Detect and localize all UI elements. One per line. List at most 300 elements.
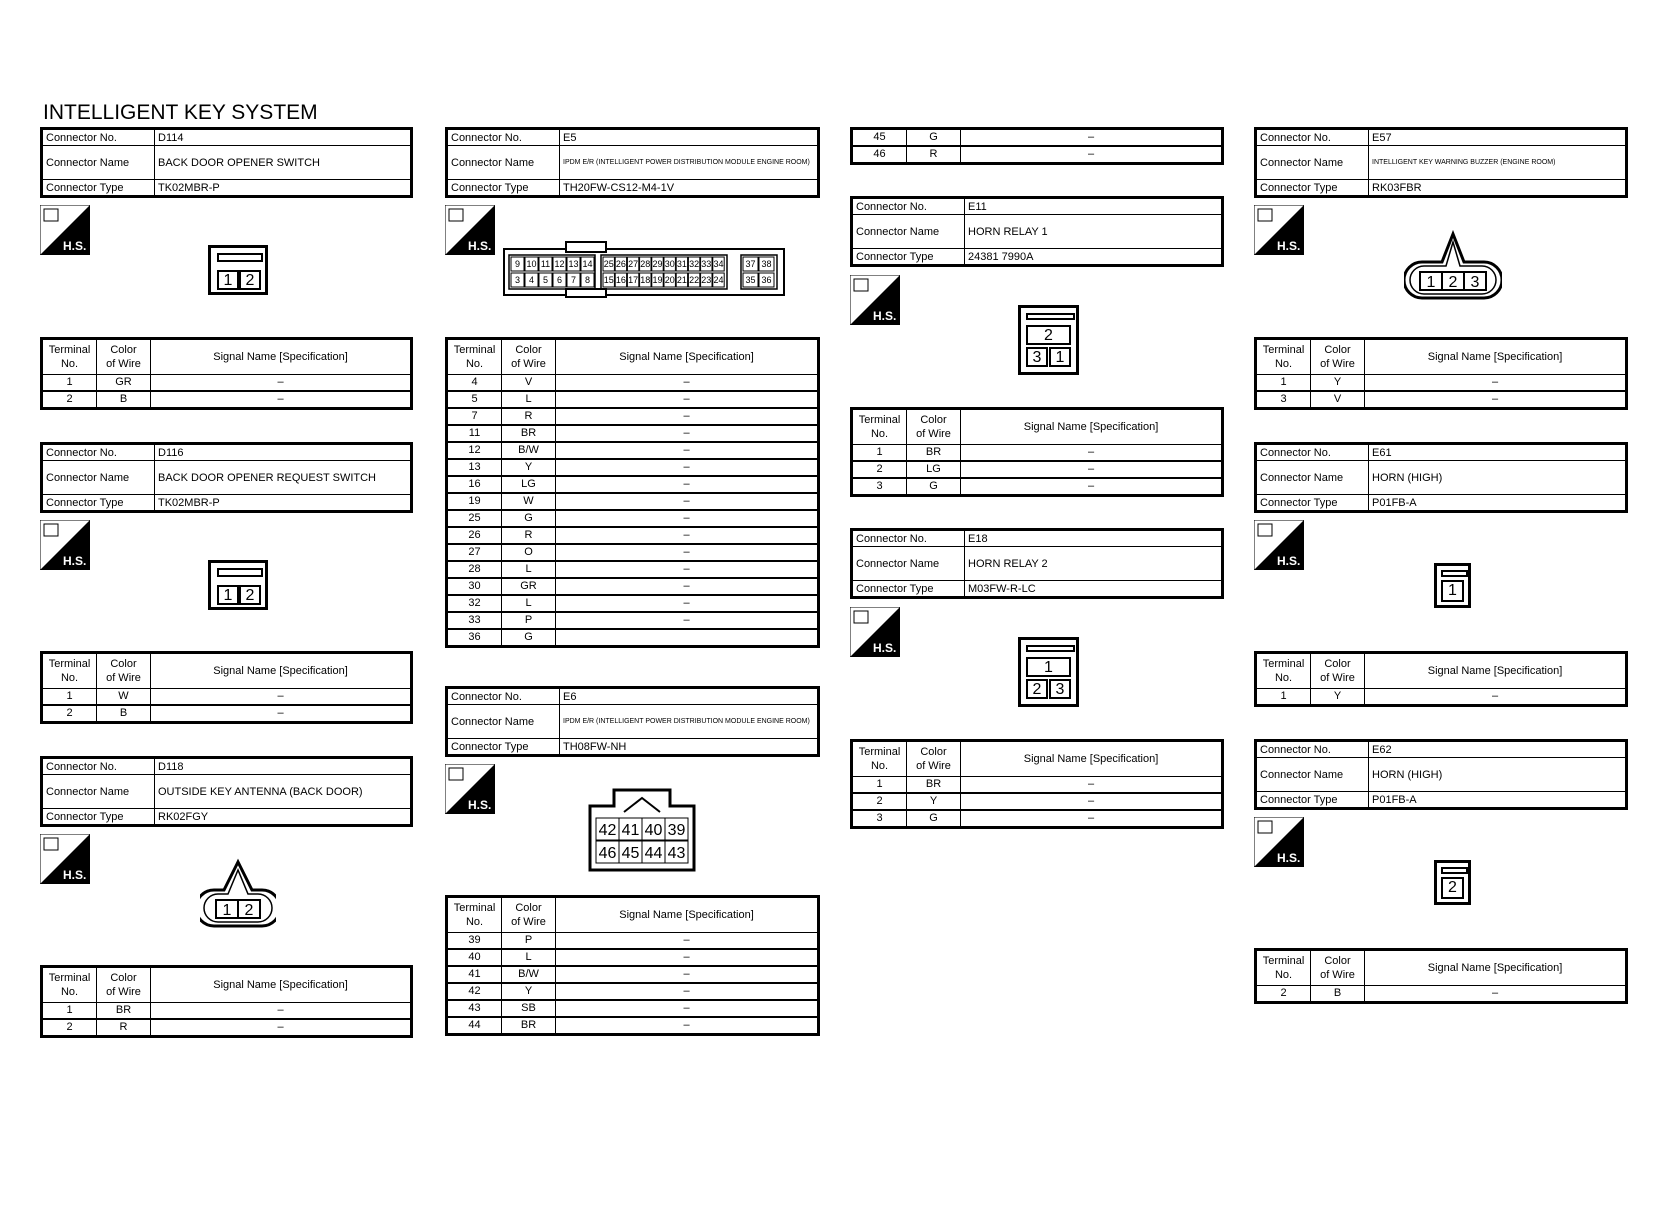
terminal-no: 3 <box>852 478 907 496</box>
label-connector-name: Connector Name <box>852 547 965 581</box>
header-color: Color of Wire <box>1311 950 1365 986</box>
signal-name: – <box>556 459 819 476</box>
terminal-row <box>447 375 819 392</box>
wire-color: R <box>97 1019 151 1037</box>
pin: 39 <box>667 821 686 839</box>
label-connector-no: Connector No. <box>42 758 155 775</box>
header-signal: Signal Name [Specification] <box>556 897 819 933</box>
harness-side-icon <box>40 205 90 255</box>
terminal-table-e5-continued <box>850 127 1224 165</box>
pin: 46 <box>598 844 617 862</box>
label-connector-type: Connector Type <box>852 249 965 266</box>
wire-color: L <box>502 391 556 408</box>
connector-name: IPDM E/R (INTELLIGENT POWER DISTRIBUTION MODULE ENGINE ROOM) <box>560 146 819 180</box>
terminal-no: 32 <box>447 595 502 612</box>
header-terminal: Terminal No. <box>852 741 907 777</box>
pin: 27 <box>628 259 639 270</box>
terminal-no: 46 <box>852 146 907 164</box>
signal-name: – <box>961 793 1223 810</box>
wire-color: Y <box>907 793 961 810</box>
pin: 8 <box>584 275 591 286</box>
terminal-no: 1 <box>1256 375 1311 392</box>
terminal-no: 2 <box>852 461 907 478</box>
pin: 38 <box>761 259 772 270</box>
wire-color: L <box>502 949 556 966</box>
label-connector-name: Connector Name <box>1256 146 1369 180</box>
connector-type: P01FB-A <box>1369 792 1627 809</box>
header-signal: Signal Name [Specification] <box>961 741 1223 777</box>
connector-face-e11 <box>1018 305 1079 375</box>
pin: 2 <box>1441 877 1464 899</box>
signal-name: – <box>151 1019 412 1037</box>
harness-side-icon <box>40 520 90 570</box>
connector-name: HORN RELAY 1 <box>965 215 1223 249</box>
label-connector-name: Connector Name <box>1256 758 1369 792</box>
wire-color: G <box>502 510 556 527</box>
wire-color: R <box>502 408 556 425</box>
label-connector-name: Connector Name <box>852 215 965 249</box>
terminal-no: 19 <box>447 493 502 510</box>
pin: 3 <box>1049 679 1071 699</box>
header-signal: Signal Name [Specification] <box>151 653 412 689</box>
pin: 3 <box>514 275 521 286</box>
terminal-no: 1 <box>42 689 97 706</box>
connector-type: TK02MBR-P <box>155 495 412 512</box>
signal-name: – <box>961 777 1223 794</box>
signal-name: – <box>556 1017 819 1035</box>
pin: 2 <box>1026 325 1071 345</box>
connector-name: INTELLIGENT KEY WARNING BUZZER (ENGINE ROOM) <box>1369 146 1627 180</box>
signal-name: – <box>556 375 819 392</box>
header-signal: Signal Name [Specification] <box>1365 950 1627 986</box>
terminal-no: 13 <box>447 459 502 476</box>
terminal-row <box>447 408 819 425</box>
terminal-table-e61 <box>1254 651 1628 707</box>
terminal-no: 36 <box>447 629 502 647</box>
label-connector-type: Connector Type <box>42 495 155 512</box>
terminal-no: 16 <box>447 476 502 493</box>
signal-name: – <box>961 146 1223 164</box>
pin: 24 <box>713 275 724 286</box>
pin: 3 <box>1470 274 1480 291</box>
pin: 17 <box>628 275 639 286</box>
wire-color: W <box>97 689 151 706</box>
header-color: Color of Wire <box>97 339 151 375</box>
pin: 29 <box>652 259 663 270</box>
pin: 37 <box>745 259 756 270</box>
connector-info-e18 <box>850 528 1224 599</box>
label-connector-type: Connector Type <box>1256 180 1369 197</box>
connector-face-e18 <box>1018 637 1079 707</box>
pin: 1 <box>1026 657 1071 677</box>
pin: 21 <box>676 275 687 286</box>
pin: 40 <box>644 821 663 839</box>
terminal-row <box>447 1000 819 1017</box>
pin: 36 <box>761 275 772 286</box>
connector-no: E11 <box>965 198 1223 215</box>
page-title: INTELLIGENT KEY SYSTEM <box>43 101 318 124</box>
terminal-row <box>852 129 1223 147</box>
signal-name: – <box>556 983 819 1000</box>
svg-text:H.S.: H.S. <box>468 239 492 253</box>
terminal-no: 25 <box>447 510 502 527</box>
pin: 43 <box>667 844 686 862</box>
header-color: Color of Wire <box>502 897 556 933</box>
terminal-no: 42 <box>447 983 502 1000</box>
harness-side-icon <box>40 834 90 884</box>
terminal-no: 11 <box>447 425 502 442</box>
wire-color: G <box>502 629 556 647</box>
label-connector-type: Connector Type <box>42 180 155 197</box>
signal-name: – <box>961 129 1223 147</box>
harness-side-icon <box>850 607 900 657</box>
harness-side-icon <box>1254 817 1304 867</box>
pin: 1 <box>1049 347 1071 367</box>
terminal-no: 1 <box>1256 689 1311 706</box>
wire-color: Y <box>1311 689 1365 706</box>
wire-color: P <box>502 612 556 629</box>
wire-color: GR <box>502 578 556 595</box>
signal-name: – <box>1365 375 1627 392</box>
terminal-no: 40 <box>447 949 502 966</box>
pin: 22 <box>689 275 700 286</box>
pin: 5 <box>542 275 549 286</box>
signal-name: – <box>556 1000 819 1017</box>
terminal-row <box>447 544 819 561</box>
pin: 4 <box>528 275 535 286</box>
label-connector-no: Connector No. <box>852 530 965 547</box>
svg-text:H.S.: H.S. <box>1277 851 1301 865</box>
terminal-row <box>447 983 819 1000</box>
pin: 26 <box>615 259 626 270</box>
connector-no: D116 <box>155 444 412 461</box>
pin: 23 <box>701 275 712 286</box>
wire-color: Y <box>502 459 556 476</box>
pin: 41 <box>621 821 640 839</box>
connector-info-e6 <box>445 686 820 757</box>
signal-name: – <box>556 595 819 612</box>
header-terminal: Terminal No. <box>42 967 97 1003</box>
terminal-row <box>447 949 819 966</box>
pin: 31 <box>676 259 687 270</box>
label-connector-type: Connector Type <box>1256 495 1369 512</box>
wire-color: R <box>502 527 556 544</box>
wire-color: Y <box>502 983 556 1000</box>
connector-info-d116 <box>40 442 413 513</box>
signal-name: – <box>556 966 819 983</box>
connector-type: TH08FW-NH <box>560 739 819 756</box>
label-connector-no: Connector No. <box>1256 741 1369 758</box>
connector-face-e57 <box>1404 230 1502 300</box>
connector-type: 24381 7990A <box>965 249 1223 266</box>
pin: 33 <box>701 259 712 270</box>
label-connector-name: Connector Name <box>42 461 155 495</box>
terminal-row <box>447 510 819 527</box>
connector-face-e6 <box>588 788 696 872</box>
pin: 42 <box>598 821 617 839</box>
terminal-no: 26 <box>447 527 502 544</box>
connector-info-e11 <box>850 196 1224 267</box>
connector-no: D114 <box>155 129 412 146</box>
terminal-no: 27 <box>447 544 502 561</box>
label-connector-name: Connector Name <box>447 146 560 180</box>
connector-no: E61 <box>1369 444 1627 461</box>
connector-no: D118 <box>155 758 412 775</box>
wire-color: G <box>907 478 961 496</box>
pin: 2 <box>1448 274 1458 291</box>
harness-side-icon <box>1254 520 1304 570</box>
pin: 32 <box>689 259 700 270</box>
header-color: Color of Wire <box>502 339 556 375</box>
connector-name: BACK DOOR OPENER SWITCH <box>155 146 412 180</box>
label-connector-no: Connector No. <box>447 688 560 705</box>
header-terminal: Terminal No. <box>42 653 97 689</box>
pin: 35 <box>745 275 756 286</box>
connector-no: E6 <box>560 688 819 705</box>
terminal-table-e57 <box>1254 337 1628 410</box>
pin: 12 <box>554 259 565 270</box>
connector-info-e61 <box>1254 442 1628 513</box>
signal-name: – <box>556 391 819 408</box>
wire-color: B/W <box>502 442 556 459</box>
e6-pin-grid <box>596 818 688 863</box>
signal-name: – <box>556 949 819 966</box>
label-connector-type: Connector Type <box>852 581 965 598</box>
header-signal: Signal Name [Specification] <box>1365 339 1627 375</box>
pin: 7 <box>570 275 577 286</box>
pin: 28 <box>640 259 651 270</box>
signal-name: – <box>151 375 412 392</box>
connector-type: TK02MBR-P <box>155 180 412 197</box>
terminal-no: 1 <box>852 445 907 462</box>
terminal-no: 28 <box>447 561 502 578</box>
pin: 44 <box>644 844 663 862</box>
connector-name: HORN RELAY 2 <box>965 547 1223 581</box>
label-connector-no: Connector No. <box>852 198 965 215</box>
label-connector-no: Connector No. <box>42 129 155 146</box>
connector-no: E5 <box>560 129 819 146</box>
connector-name: OUTSIDE KEY ANTENNA (BACK DOOR) <box>155 775 412 809</box>
wire-color: L <box>502 561 556 578</box>
signal-name: – <box>1365 689 1627 706</box>
terminal-no: 1 <box>42 1003 97 1020</box>
terminal-table-e6 <box>445 895 820 1036</box>
signal-name: – <box>151 391 412 409</box>
wire-color: O <box>502 544 556 561</box>
svg-text:H.S.: H.S. <box>468 798 492 812</box>
signal-name: – <box>961 478 1223 496</box>
wire-color: P <box>502 933 556 950</box>
terminal-row <box>447 442 819 459</box>
connector-name: HORN (HIGH) <box>1369 461 1627 495</box>
label-connector-no: Connector No. <box>42 444 155 461</box>
wire-color: B <box>97 705 151 723</box>
header-signal: Signal Name [Specification] <box>151 967 412 1003</box>
connector-face-e5 <box>503 240 785 298</box>
signal-name: – <box>151 1003 412 1020</box>
signal-name: – <box>556 493 819 510</box>
signal-name: – <box>556 612 819 629</box>
svg-text:H.S.: H.S. <box>63 239 87 253</box>
connector-type: M03FW-R-LC <box>965 581 1223 598</box>
header-color: Color of Wire <box>97 653 151 689</box>
connector-info-d114 <box>40 127 413 198</box>
terminal-no: 2 <box>42 391 97 409</box>
signal-name: – <box>151 705 412 723</box>
connector-face-d116 <box>208 560 268 610</box>
wire-color: LG <box>907 461 961 478</box>
terminal-table-e11 <box>850 407 1224 497</box>
terminal-row <box>447 578 819 595</box>
harness-side-icon <box>445 205 495 255</box>
connector-name: BACK DOOR OPENER REQUEST SWITCH <box>155 461 412 495</box>
connector-info-e62 <box>1254 739 1628 810</box>
connector-type: P01FB-A <box>1369 495 1627 512</box>
connector-name: IPDM E/R (INTELLIGENT POWER DISTRIBUTION MODULE ENGINE ROOM) <box>560 705 819 739</box>
pin: 2 <box>1026 679 1048 699</box>
connector-no: E57 <box>1369 129 1627 146</box>
terminal-row <box>447 493 819 510</box>
header-color: Color of Wire <box>907 741 961 777</box>
pin: 25 <box>603 259 614 270</box>
wire-color: BR <box>97 1003 151 1020</box>
signal-name: – <box>556 442 819 459</box>
connector-info-d118 <box>40 756 413 827</box>
header-signal: Signal Name [Specification] <box>151 339 412 375</box>
signal-name: – <box>556 510 819 527</box>
wire-color: B/W <box>502 966 556 983</box>
terminal-row <box>447 527 819 544</box>
signal-name: – <box>151 689 412 706</box>
wire-color: B <box>97 391 151 409</box>
pin: 18 <box>640 275 651 286</box>
connector-face-e61 <box>1434 563 1471 608</box>
wire-color: L <box>502 595 556 612</box>
wire-color: LG <box>502 476 556 493</box>
terminal-no: 3 <box>1256 391 1311 409</box>
terminal-table-e18 <box>850 739 1224 829</box>
label-connector-type: Connector Type <box>42 809 155 826</box>
terminal-row <box>447 595 819 612</box>
terminal-row <box>447 966 819 983</box>
header-signal: Signal Name [Specification] <box>961 409 1223 445</box>
signal-name: – <box>556 561 819 578</box>
header-terminal: Terminal No. <box>1256 339 1311 375</box>
e5-pin-grid <box>511 257 774 287</box>
pin: 1 <box>217 585 239 605</box>
header-terminal: Terminal No. <box>1256 950 1311 986</box>
wire-color: W <box>502 493 556 510</box>
wire-color: BR <box>502 1017 556 1035</box>
pin: 16 <box>615 275 626 286</box>
connector-face-e62 <box>1434 860 1471 905</box>
terminal-row <box>447 629 819 647</box>
terminal-no: 1 <box>852 777 907 794</box>
terminal-no: 2 <box>852 793 907 810</box>
pin: 2 <box>244 902 254 919</box>
terminal-no: 43 <box>447 1000 502 1017</box>
svg-text:H.S.: H.S. <box>873 641 897 655</box>
terminal-table-e62 <box>1254 948 1628 1004</box>
signal-name: – <box>961 810 1223 828</box>
svg-text:H.S.: H.S. <box>873 309 897 323</box>
wire-color: GR <box>97 375 151 392</box>
signal-name: – <box>556 476 819 493</box>
terminal-row <box>447 459 819 476</box>
terminal-no: 5 <box>447 391 502 408</box>
terminal-no: 39 <box>447 933 502 950</box>
wire-color: G <box>907 810 961 828</box>
wire-color: BR <box>502 425 556 442</box>
wire-color: BR <box>907 445 961 462</box>
terminal-table-d114 <box>40 337 413 410</box>
signal-name: – <box>556 527 819 544</box>
header-terminal: Terminal No. <box>447 897 502 933</box>
pin: 6 <box>556 275 563 286</box>
label-connector-no: Connector No. <box>1256 444 1369 461</box>
connector-info-e57 <box>1254 127 1628 198</box>
label-connector-type: Connector Type <box>447 180 560 197</box>
signal-name: – <box>556 408 819 425</box>
terminal-no: 2 <box>42 705 97 723</box>
pin: 11 <box>540 259 551 270</box>
wire-color: V <box>502 375 556 392</box>
label-connector-no: Connector No. <box>447 129 560 146</box>
svg-text:H.S.: H.S. <box>1277 554 1301 568</box>
wire-color: SB <box>502 1000 556 1017</box>
harness-side-icon <box>1254 205 1304 255</box>
header-color: Color of Wire <box>1311 653 1365 689</box>
terminal-row <box>447 425 819 442</box>
terminal-no: 2 <box>1256 986 1311 1003</box>
wire-color: V <box>1311 391 1365 409</box>
terminal-table-e5 <box>445 337 820 648</box>
wire-color: BR <box>907 777 961 794</box>
signal-name <box>556 629 819 647</box>
connector-face-d114 <box>208 245 268 295</box>
terminal-no: 12 <box>447 442 502 459</box>
pin: 15 <box>603 275 614 286</box>
header-signal: Signal Name [Specification] <box>556 339 819 375</box>
pin: 9 <box>514 259 521 270</box>
terminal-row <box>852 146 1223 164</box>
header-color: Color of Wire <box>907 409 961 445</box>
signal-name: – <box>556 578 819 595</box>
terminal-no: 7 <box>447 408 502 425</box>
harness-side-icon <box>850 275 900 325</box>
terminal-table-d116 <box>40 651 413 724</box>
pin: 1 <box>1441 580 1464 602</box>
pin: 20 <box>664 275 675 286</box>
wire-color: R <box>907 146 961 164</box>
terminal-row <box>447 612 819 629</box>
svg-text:H.S.: H.S. <box>63 554 87 568</box>
connector-face-d118 <box>200 858 276 928</box>
header-terminal: Terminal No. <box>447 339 502 375</box>
terminal-row <box>447 391 819 408</box>
wire-color: G <box>907 129 961 147</box>
label-connector-name: Connector Name <box>1256 461 1369 495</box>
pin: 1 <box>217 270 239 290</box>
label-connector-name: Connector Name <box>447 705 560 739</box>
terminal-no: 33 <box>447 612 502 629</box>
pin: 13 <box>568 259 579 270</box>
terminal-no: 1 <box>42 375 97 392</box>
pin: 45 <box>621 844 640 862</box>
signal-name: – <box>1365 986 1627 1003</box>
terminal-row <box>447 561 819 578</box>
signal-name: – <box>556 933 819 950</box>
